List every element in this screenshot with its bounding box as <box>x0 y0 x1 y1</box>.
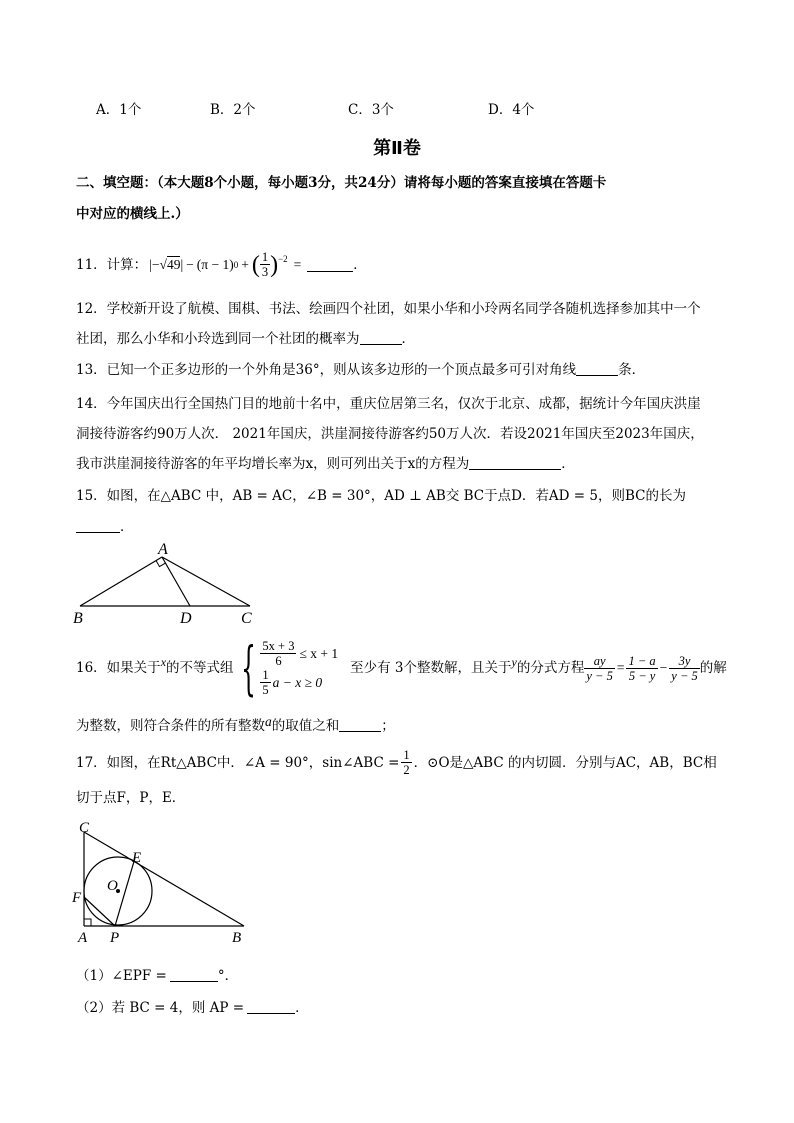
q17-sub2-answer-blank[interactable] <box>247 999 295 1014</box>
q16-end: ； <box>381 718 395 734</box>
q14-end: ． <box>561 456 575 472</box>
label-d: D <box>180 610 192 627</box>
q16-frac3: $\frac{3y}{y - 5}$ <box>671 653 698 683</box>
question-11 <box>76 250 367 279</box>
question-15-line1: 15．如图，在△ABC 中，AB = AC，∠B = 30°，AD ⊥ AB交 BC于点D．若AD = 5，则BC的长为 <box>76 488 686 504</box>
q11-paren-right: ) <box>270 251 279 278</box>
q12-answer-blank[interactable] <box>360 330 402 345</box>
q16-var-y: y <box>511 655 517 669</box>
label-o: O <box>107 878 118 894</box>
q17-line1b: ．⊙O是△ABC 的内切圆．分别与AC，AB，BC相 <box>413 754 717 771</box>
q16-minus: − <box>659 660 668 675</box>
q16-ineq2: $\frac{1}{5}$ a − x ≥ 0 <box>262 668 323 697</box>
q12-end: ． <box>401 331 415 347</box>
right-angle-mark <box>84 919 91 926</box>
q11-abs-bar: | <box>149 256 152 272</box>
q11-equals: = <box>293 256 302 272</box>
q11-end: ． <box>353 256 367 273</box>
q16-mid2: 至少有 3个整数解，且关于 <box>350 660 512 676</box>
question-15-line2 <box>76 518 134 536</box>
q11-pow-neg2: −2 <box>278 254 288 264</box>
q16-line2-text: 为整数，则符合条件的所有整数 <box>76 718 265 734</box>
option-d: D．4个 <box>488 102 535 118</box>
q17-sub2-prefix: （2）若 BC = 4，则 AP = <box>76 1000 245 1016</box>
label-b: B <box>73 610 83 627</box>
label-f: F <box>72 890 82 906</box>
segment-ab <box>80 557 162 606</box>
q16-ineq1: $\frac{5x + 3}{6}$ ≤ x + 1 <box>262 639 339 668</box>
q11-pow0: 0 <box>233 259 239 270</box>
q16-mid1: 的不等式组 <box>166 660 234 676</box>
question-17-line2: 切于点F，P，E． <box>76 790 186 806</box>
label-c: C <box>241 610 252 627</box>
segment-fp <box>84 897 115 926</box>
q11-abs-bar-right: | <box>180 256 184 272</box>
section-header-line2: 中对应的横线上.） <box>76 206 189 222</box>
question-17-sub1 <box>76 967 238 985</box>
q11-minus: − <box>151 256 160 272</box>
q16-eq: = <box>616 660 625 675</box>
q11-sqrt-arg: 49 <box>166 256 181 272</box>
q16-system-brace: { <box>240 634 256 702</box>
q16-frac1: $\frac{ay}{y - 5}$ <box>586 653 613 683</box>
q11-minus2: − <box>186 256 194 272</box>
q12-text: 社团，那么小华和小玲选到同一个社团的概率为 <box>76 331 360 347</box>
q16-frac2: $\frac{1 - a}{5 - y}$ <box>628 653 656 683</box>
question-12-line1: 12．学校新开设了航模、围棋、书法、绘画四个社团，如果小华和小玲两名同学各随机选择参加其中一个 <box>76 301 701 317</box>
question-12-line2 <box>76 330 415 348</box>
q11-fraction: $\frac{1}{3}$ <box>261 250 269 279</box>
q11-paren-left: ( <box>251 251 260 278</box>
q14-answer-blank[interactable] <box>469 455 561 470</box>
q15-end: ． <box>120 519 134 535</box>
q11-answer-blank[interactable] <box>307 257 353 272</box>
q16-mid3: 的分式方程 <box>516 660 585 676</box>
q14-text: 我市洪崖洞接待游客的年平均增长率为x，则可列出关于x的方程为 <box>76 456 470 472</box>
segment-ac <box>162 557 250 606</box>
q16-prefix: 16．如果关于 <box>76 660 161 676</box>
label-a: A <box>158 541 168 558</box>
section-header-line1: 二、填空题：（本大题8个小题，每小题3分，共24分）请将每小题的答案直接填在答题卡 <box>76 175 607 191</box>
q15-answer-blank[interactable] <box>76 518 120 533</box>
q16-var-a: a <box>265 714 272 729</box>
q17-sub1-prefix: （1）∠EPF = <box>76 968 167 984</box>
q17-incircle-figure <box>68 818 258 946</box>
label-p: P <box>110 930 120 946</box>
q13-text: 13．已知一个正多边形的一个外角是36°，则从该多边形的一个顶点最多可引对角线 <box>76 362 577 378</box>
q15-triangle-figure <box>70 540 270 628</box>
option-c: C．3个 <box>348 102 394 118</box>
question-14-line3 <box>76 455 575 473</box>
q17-sub2-end: ． <box>295 1000 309 1016</box>
question-14-line1: 14．今年国庆出行全国热门目的地前十名中，重庆位居第三名，仅次于北京、成都，据统计今年国庆洪崖 <box>76 396 701 412</box>
q13-end: 条． <box>618 362 646 378</box>
label-e: E <box>132 850 142 866</box>
question-13 <box>76 361 645 379</box>
question-16-line2 <box>76 714 395 735</box>
option-a: A．1个 <box>96 102 142 118</box>
label-a: A <box>78 930 88 946</box>
q16-system <box>260 639 338 697</box>
q17-sub1-end: °． <box>217 968 239 984</box>
q16-line2b: 的取值之和 <box>271 718 340 734</box>
question-17-line1 <box>76 748 717 777</box>
label-b: B <box>232 930 242 946</box>
question-17-sub2 <box>76 999 309 1017</box>
q11-plus: + <box>241 256 249 272</box>
q17-line1a: 17．如图，在Rt△ABC中．∠A = 90°，sin∠ABC = <box>76 754 400 771</box>
q17-sub1-answer-blank[interactable] <box>170 967 218 982</box>
q11-prefix: 11．计算： <box>76 256 148 273</box>
volume-title: 第Ⅱ卷 <box>373 138 421 159</box>
q16-var-x: x <box>160 655 167 669</box>
label-c: C <box>79 820 90 836</box>
q13-answer-blank[interactable] <box>576 361 618 376</box>
q16-tail: 的解 <box>699 660 727 676</box>
q17-sin-fraction: $\frac{1}{2}$ <box>403 748 410 777</box>
q16-answer-blank[interactable] <box>339 717 381 732</box>
question-16-line1 <box>76 634 727 702</box>
option-b: B．2个 <box>210 102 256 118</box>
q11-sqrt: √49 <box>159 256 181 272</box>
question-14-line2: 洞接待游客约90万人次． 2021年国庆，洪崖洞接待游客约50万人次．若设2021年国庆至2023年国庆， <box>76 426 704 442</box>
q11-pi: (π − 1) <box>196 256 234 272</box>
